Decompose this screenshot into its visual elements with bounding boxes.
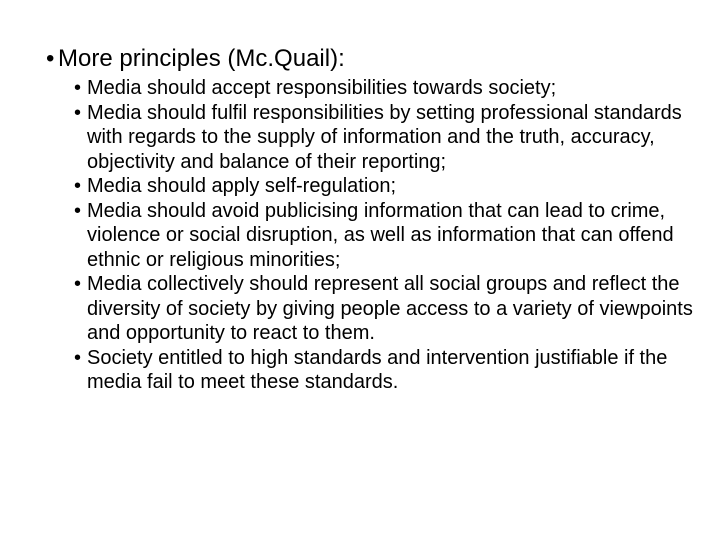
sub-bullet-item xyxy=(74,199,694,273)
bullet-dot: • xyxy=(74,77,82,99)
sub-bullet-text: Media collectively should represent all social groups and reflect the diversity of society by giving people access to a variety of viewpoints and opportunity to react to them. xyxy=(87,273,693,344)
sub-bullet-item xyxy=(74,272,694,346)
sub-bullet-list xyxy=(74,76,694,395)
sub-bullet-item xyxy=(74,76,694,101)
sub-bullet-text: Society entitled to high standards and intervention justifiable if the media fail to meet these standards. xyxy=(87,346,668,393)
bullet-dot: • xyxy=(74,101,82,124)
bullet-dot: • xyxy=(74,346,82,369)
main-bullet-text: More principles (Mc.Quail): xyxy=(58,45,345,72)
sub-bullet-text: Media should accept responsibilities towards society; xyxy=(87,77,557,99)
bullet-dot: • xyxy=(46,45,55,72)
bullet-dot: • xyxy=(74,175,82,197)
bullet-dot: • xyxy=(74,199,82,222)
sub-bullet-text: Media should avoid publicising information that can lead to crime, violence or social disruption, as well as information that can offend ethnic or religious minorities; xyxy=(87,199,674,271)
sub-bullet-item xyxy=(74,174,694,199)
bullet-dot: • xyxy=(74,273,82,295)
main-bullet xyxy=(46,44,345,74)
sub-bullet-text: Media should fulfil responsibilities by setting professional standards with regards to the supply of information and the truth, accuracy, objectivity and balance of their reporting; xyxy=(87,101,682,173)
sub-bullet-item xyxy=(74,101,694,175)
sub-bullet-text: Media should apply self-regulation; xyxy=(87,175,397,197)
sub-bullet-item xyxy=(74,346,694,395)
